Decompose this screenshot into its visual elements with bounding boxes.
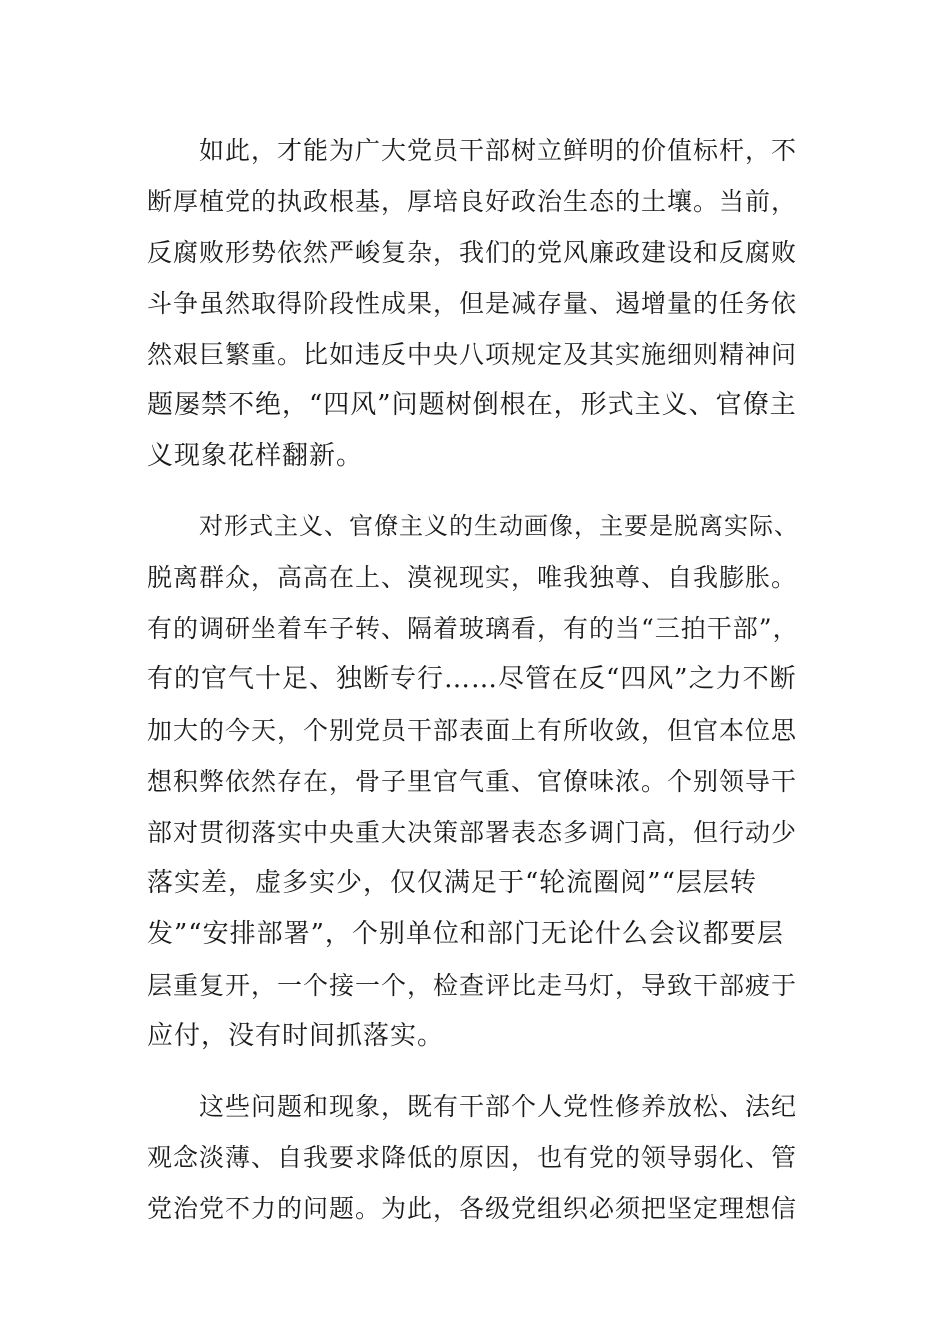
- text-line: 部对贯彻落实中央重大决策部署表态多调门高，但行动少: [147, 818, 798, 847]
- text-line: 发”“安排部署”，个别单位和部门无论什么会议都要层: [147, 919, 784, 949]
- text-line: 这些问题和现象，既有干部个人党性修养放松、法纪: [199, 1092, 798, 1121]
- text-line: 反腐败形势依然严峻复杂，我们的党风廉政建设和反腐败: [147, 238, 798, 267]
- text-line: 然艰巨繁重。比如违反中央八项规定及其实施细则精神问: [147, 340, 798, 369]
- text-line: 义现象花样翻新。: [147, 441, 364, 471]
- text-line: 层重复开，一个接一个，检查评比走马灯，导致干部疲于: [147, 971, 798, 1000]
- text-line: 应付，没有时间抓落实。: [147, 1021, 445, 1051]
- text-line: 党治党不力的问题。为此，各级党组织必须把坚定理想信: [147, 1194, 798, 1223]
- text-line: 脱离群众，高高在上、漠视现实，唯我独尊、自我膨胀。: [147, 563, 798, 592]
- text-line: 如此，才能为广大党员干部树立鲜明的价值标杆，不: [199, 136, 798, 165]
- paragraph-2: [147, 501, 807, 1062]
- text-line: 对形式主义、官僚主义的生动画像，主要是脱离实际、: [199, 512, 799, 540]
- paragraph-3: [147, 1081, 807, 1234]
- text-line: 有的官气十足、独断专行……尽管在反“四风”之力不断: [147, 664, 797, 694]
- paragraph-1: [147, 125, 807, 482]
- text-line: 观念淡薄、自我要求降低的原因，也有党的领导弱化、管: [147, 1143, 798, 1172]
- text-line: 断厚植党的执政根基，厚培良好政治生态的土壤。当前，: [147, 187, 798, 216]
- document-body: [147, 125, 807, 1234]
- text-line: 题屡禁不绝，“四风”问题树倒根在，形式主义、官僚主: [147, 390, 797, 420]
- text-line: 斗争虽然取得阶段性成果，但是减存量、遏增量的任务依: [147, 289, 798, 318]
- text-line: 想积弊依然存在，骨子里官气重、官僚味浓。个别领导干: [147, 767, 798, 796]
- text-line: 加大的今天，个别党员干部表面上有所收敛，但官本位思: [147, 716, 798, 745]
- text-line: 有的调研坐着车子转、隔着玻璃看，有的当“三拍干部”，: [147, 614, 799, 643]
- text-line: 落实差，虚多实少，仅仅满足于“轮流圈阅”“层层转: [147, 868, 757, 898]
